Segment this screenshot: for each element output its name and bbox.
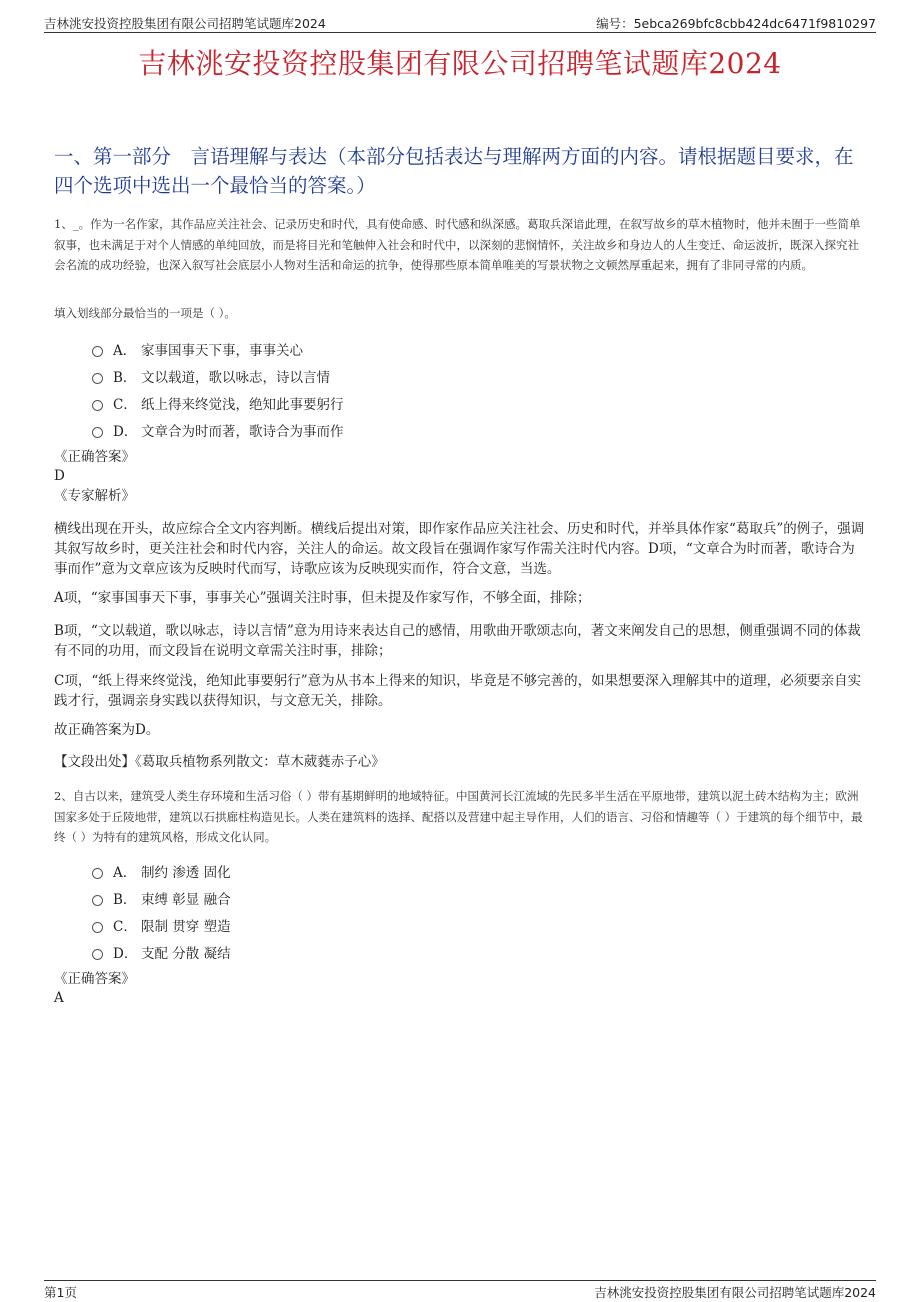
- radio-icon[interactable]: [92, 400, 103, 411]
- answer-label: 《正确答案》: [54, 971, 135, 987]
- page-number: 第1页: [44, 1285, 77, 1300]
- option-text: 文章合为时而著，歌诗合为事而作: [141, 423, 344, 440]
- header-doc-title: 吉林洮安投资控股集团有限公司招聘笔试题库2024: [44, 16, 326, 31]
- option-c[interactable]: [92, 389, 344, 416]
- analysis-paragraph-2: A项，“家事国事天下事，事事关心”强调关注时事，但未提及作家写作，不够全面，排除；: [54, 590, 591, 606]
- radio-icon[interactable]: [92, 868, 103, 879]
- option-text: 纸上得来终觉浅，绝知此事要躬行: [141, 396, 344, 413]
- page-header: [44, 12, 876, 33]
- option-d[interactable]: [92, 416, 344, 443]
- option-text: 文以载道，歌以咏志，诗以言情: [141, 369, 330, 386]
- option-d[interactable]: [92, 938, 231, 965]
- answer-value: D: [54, 468, 65, 484]
- question-1-text: 1、_。作为一名作家，其作品应关注社会、记录历史和时代，具有使命感、时代感和纵深感。葛取兵深谙此理，在叙写故乡的草木植物时，他并未囿于一些简单叙事，也未满足于对个人情感的单纯回放，而是将目光和笔触伸入社会和时代中，以深刻的悲悯情怀，关注故乡和身边人的人生变迁、命运波折，既深入探究社会名流的成功经验，也深入叙写社会底层小人物对生活和命运的抗争，使得那些原本简单唯美的写景状物之文顿然厚重起来，拥有了非同寻常的内质。: [54, 217, 861, 272]
- section-heading: 一、第一部分 言语理解与表达（本部分包括表达与理解两方面的内容。请根据题目要求，在四个选项中选出一个最恰当的答案。）: [54, 145, 854, 197]
- option-b[interactable]: [92, 884, 231, 911]
- analysis-label: 《专家解析》: [54, 488, 135, 504]
- answer-value: A: [54, 990, 64, 1006]
- header-doc-id: 编号：5ebca269bfc8cbb424dc6471f9810297: [596, 16, 876, 31]
- radio-icon[interactable]: [92, 922, 103, 933]
- option-text: 家事国事天下事，事事关心: [141, 342, 303, 359]
- radio-icon[interactable]: [92, 949, 103, 960]
- option-text: 束缚 彰显 融合: [141, 891, 231, 908]
- option-text: 支配 分散 凝结: [141, 945, 231, 962]
- option-letter: C．: [113, 918, 137, 935]
- question-1-prompt: 填入划线部分最恰当的一项是（ ）。: [54, 306, 236, 320]
- option-letter: C．: [113, 396, 137, 413]
- source-citation: 【文段出处】《葛取兵植物系列散文：草木葳蕤赤子心》: [54, 754, 385, 770]
- radio-icon[interactable]: [92, 427, 103, 438]
- radio-icon[interactable]: [92, 373, 103, 384]
- page-footer: [44, 1280, 876, 1300]
- option-b[interactable]: [92, 362, 344, 389]
- analysis-paragraph-4: C项，“纸上得来终觉浅，绝知此事要躬行”意为从书本上得来的知识，毕竟是不够完善的，如果想要深入理解其中的道理，必须要亲自实践才行，强调亲身实践以获得知识，与文意无关，排除。: [54, 673, 862, 709]
- option-letter: B．: [113, 369, 137, 386]
- analysis-paragraph-1: 横线出现在开头，故应综合全文内容判断。横线后提出对策，即作家作品应关注社会、历史和时代，并举具体作家“葛取兵”的例子，强调其叙写故乡时，更关注社会和时代内容，关注人的命运。故文段旨在强调作家写作需关注时代内容。D项，“文章合为时而著，歌诗合为事而作”意为文章应该为反映时代而写，诗歌应该为反映现实而作，符合文意，当选。: [54, 521, 865, 577]
- option-letter: D．: [113, 423, 138, 440]
- option-a[interactable]: [92, 857, 231, 884]
- option-text: 制约 渗透 固化: [141, 864, 231, 881]
- analysis-conclusion: 故正确答案为D。: [54, 722, 160, 738]
- radio-icon[interactable]: [92, 895, 103, 906]
- option-letter: A．: [113, 342, 137, 359]
- option-letter: B．: [113, 891, 137, 908]
- question-1-options: [92, 335, 344, 443]
- option-letter: A．: [113, 864, 137, 881]
- option-a[interactable]: [92, 335, 344, 362]
- analysis-paragraph-3: B项，“文以载道，歌以咏志，诗以言情”意为用诗来表达自己的感情，用歌曲开歌颂志向，著文来阐发自己的思想，侧重强调不同的体裁有不同的功用，而文段旨在说明文章需关注时事，排除；: [54, 623, 861, 659]
- page-title: 吉林洮安投资控股集团有限公司招聘笔试题库2024: [138, 47, 782, 80]
- option-c[interactable]: [92, 911, 231, 938]
- option-text: 限制 贯穿 塑造: [141, 918, 231, 935]
- footer-doc-title: 吉林洮安投资控股集团有限公司招聘笔试题库2024: [594, 1285, 876, 1300]
- question-2-options: [92, 857, 231, 965]
- answer-label: 《正确答案》: [54, 449, 135, 465]
- question-2-text: 2、自古以来，建筑受人类生存环境和生活习俗（ ）带有基期鲜明的地域特征。中国黄河长江流域的先民多半生活在平原地带，建筑以泥土砖木结构为主；欧洲国家多处于丘陵地带，建筑以石拱廊柱构造见长。人类在建筑料的选择、配搭以及营建中起主导作用，人们的语言、习俗和情趣等（ ）于建筑的每个细节中，最终（ ）为特有的建筑风格，形成文化认同。: [54, 789, 863, 844]
- option-letter: D．: [113, 945, 138, 962]
- radio-icon[interactable]: [92, 346, 103, 357]
